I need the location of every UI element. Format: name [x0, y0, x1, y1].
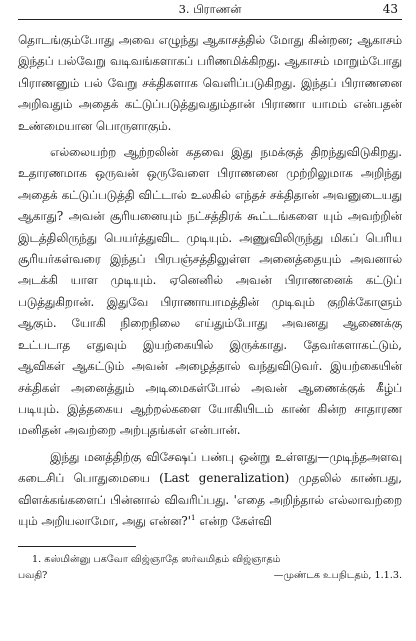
footnote-marker: 1	[190, 514, 196, 523]
chapter-title: 3. பிராணன்	[178, 2, 242, 16]
paragraph-3-tail: என்ற கேள்வி	[199, 513, 272, 528]
footnote-line-1: 1. கஸ்மின்னு பகவோ விஜ்ஞாதே ஸர்வமிதம் விஜ்ஞாதம்	[32, 554, 281, 566]
footnote	[18, 552, 402, 583]
page-number: 43	[382, 2, 398, 16]
paragraph-3	[18, 447, 402, 533]
paragraph-1: தொடங்கும்போது அவை எழுந்து ஆகாசத்தில் மோது கின்றன; ஆகாசம் இந்தப் பல்வேறு வடிவங்களாகப் பரிணமிக்கிறது. ஆகாசம் மாறும்போது பிராணனும் பல் வேறு சக்திகளாக வெளிப்படுகிறது. இந்தப் பிராணனை அறிவதும் அதைக் கட்டுப்படுத்துவதும்தான் பிராணா யாமம் என்பதன் உண்மையான பொருளாகும்.	[18, 33, 402, 133]
paragraph-2: எல்லையற்ற ஆற்றலின் கதவை இது நமக்குத் திறந்துவிடுகிறது. உதாரணமாக ஒருவன் ஒருவேளை பிராணனை முற்றிலுமாக அறிந்து அதைக் கட்டுப்படுத்தி விட்டால் உலகில் எந்தச் சக்திதான் அவனுடையது ஆகாது? அவன் சூரியனையும் நட்சத்திரக் கூட்டங்களை யும் அவற்றின் இடத்திலிருந்து பெயர்த்துவிட முடியும். அணுவிலிருந்து மிகப் பெரிய சூரியர்கள்வரை இந்தப் பிரபஞ்சத்திலுள்ள அனைத்தையும் அவனால் அடக்கி யாள முடியும். ஏனெனில் அவன் பிராணனைக் கட்டுப் படுத்துகிறான். இதுவே பிராணாயாமத்தின் முடிவும் குறிக்கோளும் ஆகும். யோகி நிறைநிலை எய்தும்போது அவனது ஆணைக்கு உட்படாத எதுவும் இயற்கையில் இருக்காது. தேவர்களாகட்டும், ஆவிகள் ஆகட்டும் அவன் அழைத்தால் வந்துவிடுவர். இயற்கையின் சக்திகள் அனைத்தும் அடிமைகள்போல் அவன் ஆணைக்குக் கீழ்ப் படியும். இத்தகைய ஆற்றல்களை யோகியிடம் காண் கின்ற சாதாரண மனிதன் அவற்றை அற்புதங்கள் என்பான்.	[18, 145, 402, 438]
footnote-line-2	[18, 568, 402, 584]
body-text	[18, 30, 402, 532]
footnote-rule	[18, 546, 136, 547]
footnote-source: —முண்டக உபநிடதம், 1.1.3.	[273, 569, 402, 581]
header-rule	[18, 19, 402, 20]
running-header	[18, 0, 402, 22]
footnote-line-2-left: பவதி?	[18, 569, 48, 581]
paragraph-3-text: இந்து மனத்திற்கு விசேஷப் பண்பு ஒன்று உள்ளது—முடிந்தஅளவு கடைசிப் பொதுமையை (Last generalization) முதலில் காண்பது, விளக்கங்களைப் பின்னால் விவரிப்பது. 'எதை அறிந்தால் எல்லாவற்றை யும் அறியலாமோ, அது என்ன?'	[18, 449, 402, 528]
